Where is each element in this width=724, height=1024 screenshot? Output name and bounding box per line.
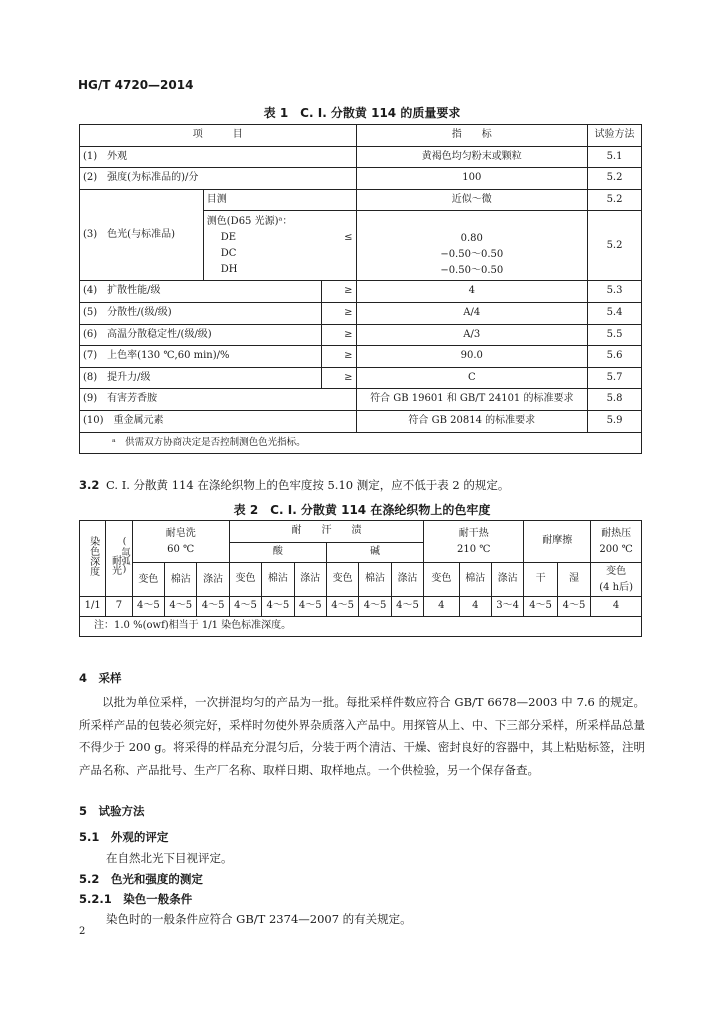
dh-value: −0.50～0.50	[440, 264, 504, 276]
row-ge: ≥	[321, 281, 356, 303]
sub-change: 变色	[424, 563, 459, 597]
clause-3-2-text: C. I. 分散黄 114 在涤纶织物上的色牢度按 5.10 测定，应不低于表 2 的规定。	[106, 478, 510, 492]
clause-3-2-number: 3.2	[79, 478, 100, 492]
row-no: (1)	[83, 150, 98, 162]
shade-visual-value: 近似～微	[356, 189, 588, 211]
row-no: (4)	[83, 285, 98, 297]
table1-footnote-row	[80, 432, 642, 454]
section5-1-title: 5.1 外观的评定	[79, 830, 169, 844]
sub-poly: 涤沾	[294, 563, 326, 597]
val-alkali-poly: 4～5	[391, 597, 423, 617]
row-no: (3)	[83, 228, 98, 240]
row-value: 黄褐色均匀粉末或颗粒	[356, 146, 588, 168]
val-rub-dry: 4～5	[524, 597, 557, 617]
val-acid-cotton: 4～5	[262, 597, 294, 617]
row-value: 符合 GB 19601 和 GB/T 24101 的标准要求	[356, 389, 588, 411]
page-number: 2	[79, 926, 86, 937]
standard-number-header: HG/T 4720—2014	[78, 78, 194, 92]
row-method: 5.9	[588, 410, 642, 432]
row-ge: ≥	[321, 324, 356, 346]
val-rub-wet: 4～5	[557, 597, 590, 617]
table1-head-item: 项 目	[80, 125, 357, 147]
de-label: DE	[220, 231, 237, 243]
row-name: 强度(为标准品的)/分	[107, 172, 199, 184]
row-method: 5.6	[588, 346, 642, 368]
shade-measure-label: 测色(D65 光源)ᵃ：	[206, 215, 293, 227]
table-row	[80, 346, 642, 368]
section5-2-1-text: 染色时的一般条件应符合 GB/T 2374—2007 的有关规定。	[106, 912, 412, 926]
val-acid-change: 4～5	[229, 597, 261, 617]
h-acid: 酸	[229, 543, 326, 563]
section5-title: 5 试验方法	[79, 804, 145, 818]
val-press: 4	[591, 597, 642, 617]
section5-2-title: 5.2 色光和强度的测定	[79, 872, 203, 886]
h-rub: 耐摩擦	[524, 521, 591, 563]
row-no: (8)	[83, 371, 98, 383]
h-wash-1: 耐皂洗	[165, 527, 196, 539]
row-name: 外观	[107, 150, 128, 162]
h-sweat: 耐 汗 渍	[229, 521, 423, 543]
table-row	[80, 168, 642, 190]
table2-value-row	[80, 597, 642, 617]
de-value: 0.80	[460, 232, 483, 244]
section5-1-text: 在自然北光下目视评定。	[106, 851, 233, 865]
section4-title: 4 采样	[79, 671, 122, 685]
val-depth: 1/1	[80, 597, 106, 617]
row-no: (5)	[83, 307, 98, 319]
row-method: 5.2	[588, 168, 642, 190]
row-method: 5.1	[588, 146, 642, 168]
sub-cotton: 棉沾	[262, 563, 294, 597]
row-name: 上色率(130 ℃,60 min)/%	[107, 350, 230, 362]
table1-head-method: 试验方法	[588, 125, 642, 147]
table-row	[80, 389, 642, 411]
row-no: (9)	[83, 393, 98, 405]
row-name: 高温分散稳定性/(级/级)	[107, 328, 212, 340]
table-row	[80, 281, 642, 303]
shade-visual-row	[80, 189, 642, 211]
table2-color-fastness	[79, 520, 642, 637]
sub-cotton: 棉沾	[359, 563, 391, 597]
sub-dry: 干	[524, 563, 557, 597]
sub-press-time: (4 h后)	[599, 581, 633, 593]
val-wash-change: 4～5	[132, 597, 164, 617]
h-press-2: 200 ℃	[599, 543, 633, 555]
h-light-1: 耐光	[109, 555, 121, 576]
shade-visual-label: 目测	[203, 189, 356, 211]
sub-poly: 涤沾	[491, 563, 523, 597]
val-dry-poly: 3～4	[491, 597, 523, 617]
table-row	[80, 146, 642, 168]
row-method: 5.3	[588, 281, 642, 303]
sub-change: 变色	[229, 563, 261, 597]
dc-value: −0.50～0.50	[440, 248, 504, 260]
val-acid-poly: 4～5	[294, 597, 326, 617]
sub-change: 变色	[326, 563, 358, 597]
h-press-1: 耐热压	[601, 527, 632, 539]
row-value: 4	[356, 281, 588, 303]
row-ge: ≥	[321, 367, 356, 389]
sub-cotton: 棉沾	[459, 563, 491, 597]
table-row	[80, 324, 642, 346]
sub-poly: 涤沾	[203, 573, 224, 585]
row-value: 90.0	[356, 346, 588, 368]
table2-header-row-3	[80, 563, 642, 597]
row-method: 5.7	[588, 367, 642, 389]
row-no: (6)	[83, 328, 98, 340]
row-name: 扩散性能/级	[107, 285, 161, 297]
row-value: 100	[356, 168, 588, 190]
row-no: (7)	[83, 350, 98, 362]
table-row	[80, 367, 642, 389]
row-value: C	[356, 367, 588, 389]
row-name: 提升力/级	[107, 371, 151, 383]
sub-change: 变色	[138, 573, 159, 585]
row-method: 5.8	[588, 389, 642, 411]
val-alkali-change: 4～5	[326, 597, 358, 617]
shade-measure-method: 5.2	[588, 211, 642, 281]
shade-visual-method: 5.2	[588, 189, 642, 211]
row-method: 5.4	[588, 302, 642, 324]
h-dry-2: 210 ℃	[457, 543, 491, 555]
h-dry-1: 耐干热	[458, 527, 489, 539]
table-row	[80, 302, 642, 324]
row-value: A/3	[356, 324, 588, 346]
row-name: 色光(与标准品)	[107, 228, 175, 240]
row-name: 重金属元素	[113, 414, 164, 426]
row-ge: ≥	[321, 346, 356, 368]
table2-caption: 表 2 C. I. 分散黄 114 在涤纶织物上的色牢度	[233, 503, 491, 517]
row-no: (2)	[83, 172, 98, 184]
table1-quality-requirements	[79, 124, 642, 454]
val-wash-cotton: 4～5	[165, 597, 197, 617]
le-sign: ≤	[344, 231, 353, 243]
h-wash-2: 60 ℃	[167, 543, 195, 555]
val-light: 7	[106, 597, 132, 617]
section5-2-1-title: 5.2.1 染色一般条件	[79, 892, 193, 906]
sub-press-change: 变色	[606, 565, 627, 577]
row-name: 分散性/(级/级)	[107, 307, 172, 319]
h-light-2: (氙弧)	[119, 537, 130, 576]
row-method: 5.5	[588, 324, 642, 346]
row-value: 符合 GB 20814 的标准要求	[356, 410, 588, 432]
row-no: (10)	[83, 414, 104, 426]
table1-head-index: 指 标	[356, 125, 588, 147]
table2-note-row	[80, 617, 642, 637]
h-alkali: 碱	[326, 543, 423, 563]
sub-wet: 湿	[557, 563, 590, 597]
row-value: A/4	[356, 302, 588, 324]
table2-note: 注：1.0 %(owf)相当于 1/1 染色标准深度。	[80, 617, 642, 637]
sub-poly: 涤沾	[391, 563, 423, 597]
val-alkali-cotton: 4～5	[359, 597, 391, 617]
h-depth: 染色深度	[87, 536, 99, 577]
dh-label: DH	[220, 263, 238, 275]
sub-cotton: 棉沾	[170, 573, 191, 585]
val-dry-cotton: 4	[459, 597, 491, 617]
val-wash-poly: 4～5	[197, 597, 229, 617]
row-ge: ≥	[321, 302, 356, 324]
section4-paragraph: 以批为单位采样，一次拼混均匀的产品为一批。每批采样件数应符合 GB/T 6678—2003 中 7.6 的规定。所采样产品的包装必须完好，采样时勿使外界杂质落入产品中。用探管从上、中、下三部分采样，所采样品总量不得少于 200 g。将采得的样品充分混匀后，分装于两个清洁、干燥、密封良好的容器中，其上粘贴标签，注明产品名称、产品批号、生产厂名称、取样日期、取样地点。一个供检验，另一个保存备查。	[79, 695, 645, 777]
table1-header-row	[80, 125, 642, 147]
table1-caption: 表 1 C. I. 分散黄 114 的质量要求	[263, 106, 461, 120]
table1-footnote: ᵃ 供需双方协商决定是否控制测色色光指标。	[80, 432, 642, 454]
row-name: 有害芳香胺	[107, 393, 158, 405]
table-row	[80, 410, 642, 432]
dc-label: DC	[220, 247, 237, 259]
table2-header-row-1	[80, 521, 642, 543]
val-dry-change: 4	[424, 597, 459, 617]
